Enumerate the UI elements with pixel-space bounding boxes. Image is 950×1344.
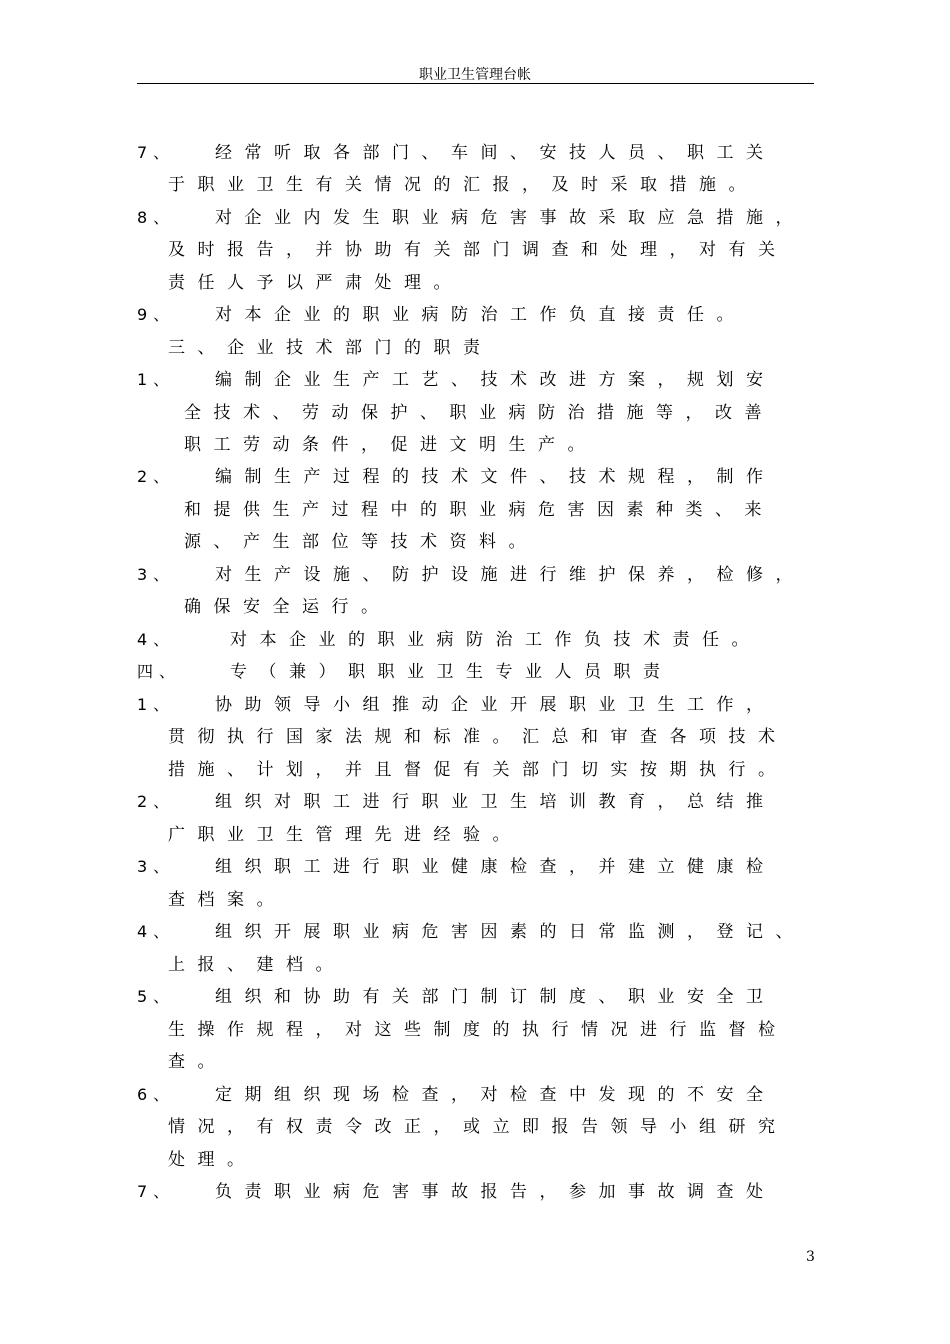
text-line: 于职业卫生有关情况的汇报，及时采取措施。 [168, 175, 758, 195]
text-line: 生操作规程，对这些制度的执行情况进行监督检 [168, 1020, 788, 1040]
item-number: 8、 [137, 208, 176, 227]
item-number: 4、 [137, 630, 176, 649]
item-number: 2、 [137, 792, 176, 811]
section-heading: 三、企业技术部门的职责 [168, 338, 493, 358]
text-line: 职工劳动条件，促进文明生产。 [184, 435, 597, 455]
text-line: 情况，有权责令改正，或立即报告领导小组研究 [168, 1117, 788, 1137]
text-line: 对生产设施、防护设施进行维护保养，检修， [215, 565, 805, 585]
text-line: 定期组织现场检查，对检查中发现的不安全 [215, 1085, 776, 1105]
text-line: 责任人予以严肃处理。 [168, 273, 463, 293]
text-line: 编制生产过程的技术文件、技术规程，制作 [215, 467, 776, 487]
text-line: 措施、计划，并且督促有关部门切实按期执行。 [168, 760, 788, 780]
text-line: 组织对职工进行职业卫生培训教育，总结推 [215, 792, 776, 812]
text-line: 查。 [168, 1052, 227, 1072]
text-line: 和提供生产过程中的职业病危害因素种类、来 [184, 500, 774, 520]
text-line: 对企业内发生职业病危害事故采取应急措施， [215, 208, 805, 228]
text-line: 组织职工进行职业健康检查，并建立健康检 [215, 857, 776, 877]
text-line: 组织开展职业病危害因素的日常监测，登记、 [215, 922, 805, 942]
text-line: 负责职业病危害事故报告，参加事故调查处 [215, 1182, 776, 1202]
text-line: 贯彻执行国家法规和标准。汇总和审查各项技术 [168, 727, 788, 747]
text-line: 组织和协助有关部门制订制度、职业安全卫 [215, 987, 776, 1007]
text-line: 协助领导小组推动企业开展职业卫生工作， [215, 695, 776, 715]
item-number: 1、 [137, 695, 176, 714]
text-line: 对本企业的职业病防治工作负直接责任。 [215, 305, 746, 325]
text-line: 广职业卫生管理先进经验。 [168, 825, 522, 845]
item-number: 7、 [137, 143, 176, 162]
item-number: 2、 [137, 467, 176, 486]
text-line: 查档案。 [168, 890, 286, 910]
page-header-title: 职业卫生管理台帐 [419, 67, 531, 83]
section-heading: 专（兼）职职业卫生专业人员职责 [230, 662, 673, 682]
item-number: 9、 [137, 305, 176, 324]
header-rule [137, 83, 814, 84]
text-line: 源、产生部位等技术资料。 [184, 532, 538, 552]
text-line: 经常听取各部门、车间、安技人员、职工关 [215, 143, 776, 163]
text-line: 对本企业的职业病防治工作负技术责任。 [230, 630, 761, 650]
section-number: 四、 [137, 662, 182, 681]
item-number: 4、 [137, 922, 176, 941]
text-line: 全技术、劳动保护、职业病防治措施等，改善 [184, 403, 774, 423]
text-line: 确保安全运行。 [184, 597, 391, 617]
text-line: 处理。 [168, 1150, 257, 1170]
item-number: 6、 [137, 1085, 176, 1104]
item-number: 1、 [137, 370, 176, 389]
page-number: 3 [806, 1249, 815, 1265]
item-number: 3、 [137, 565, 176, 584]
text-line: 及时报告，并协助有关部门调查和处理，对有关 [168, 240, 788, 260]
item-number: 3、 [137, 857, 176, 876]
text-line: 编制企业生产工艺、技术改进方案，规划安 [215, 370, 776, 390]
item-number: 7、 [137, 1182, 176, 1201]
item-number: 5、 [137, 987, 176, 1006]
text-line: 上报、建档。 [168, 955, 345, 975]
